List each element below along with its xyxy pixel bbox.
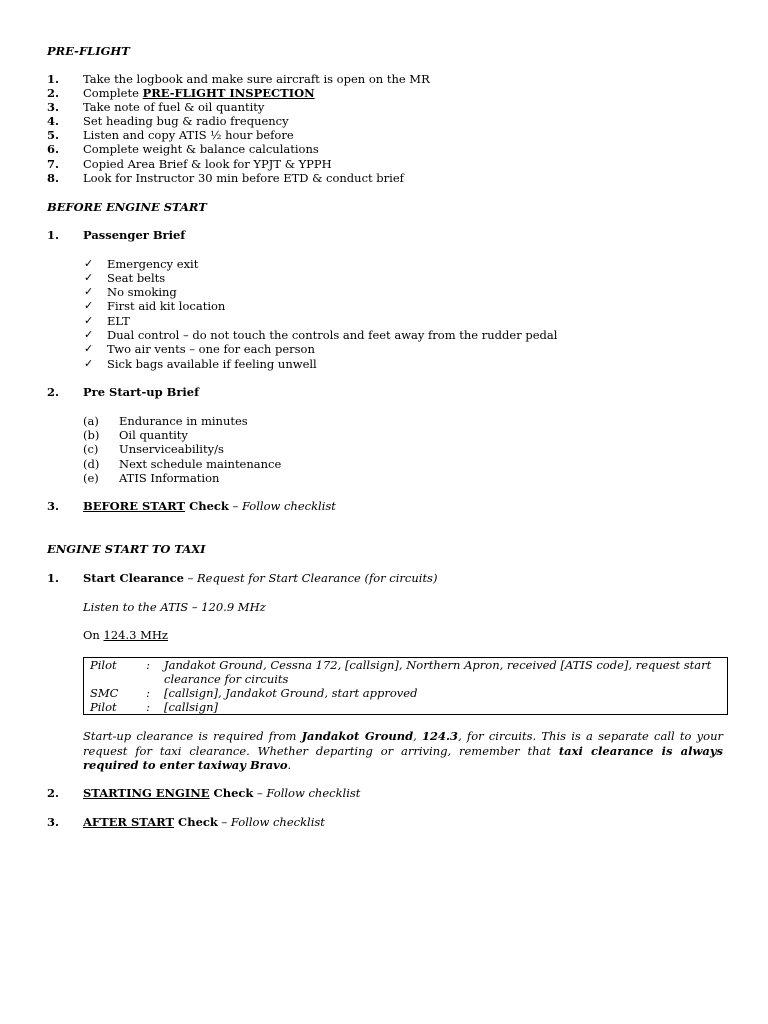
item-text: Look for Instructor 30 min before ETD & conduct brief [83,171,404,185]
item-number: 8. [47,171,60,185]
frequency-line: On 124.3 MHz [83,628,168,642]
check-name: STARTING ENGINE [83,786,210,800]
checkmark-icon: ✓ [84,328,94,341]
item-number: 3. [47,100,60,114]
item-text: Set heading bug & radio frequency [83,114,289,128]
item-text: Take the logbook and make sure aircraft is open on the MR [83,72,430,86]
item-text: Listen and copy ATIS ½ hour before [83,128,294,142]
check-name: AFTER START [83,815,175,829]
section-heading-preflight: PRE-FLIGHT [47,44,130,58]
checkmark-icon: ✓ [84,257,94,270]
item-number: 7. [47,157,60,171]
item-number: 5. [47,128,60,142]
checkmark-icon: ✓ [84,285,94,298]
checkmark-icon: ✓ [84,299,94,312]
table-row: Pilot : [callsign] [90,700,218,714]
checkmark-icon: ✓ [84,271,94,284]
item-text: Copied Area Brief & look for YPJT & YPPH [83,157,332,171]
table-row: SMC : [callsign], Jandakot Ground, start approved [90,686,418,700]
check-name: BEFORE START [83,499,186,513]
checkmark-icon: ✓ [84,314,94,327]
item-number: 1. [47,72,60,86]
item-text: Complete weight & balance calculations [83,142,319,156]
section-heading-before-engine-start: BEFORE ENGINE START [47,200,207,214]
section-heading-engine-start-to-taxi: ENGINE START TO TAXI [47,542,206,556]
item-number: 2. [47,86,60,100]
table-row: Pilot : Jandakot Ground, Cessna 172, [callsign], Northern Apron, received [ATIS code], request start clearance for circuits [90,658,712,686]
preflight-inspection-label: PRE-FLIGHT INSPECTION [142,86,315,100]
start-clearance-note: Start-up clearance is required from Jandakot Ground, 124.3, for circuits. This is a separate call to your request for taxi clearance. Whether departing or arriving, remember that taxi clearance is always required to enter taxiway Bravo. [83,729,723,772]
item-number: 6. [47,142,60,156]
item-text: Complete PRE-FLIGHT INSPECTION [83,86,315,100]
radio-call-table [83,657,728,715]
item-text: Take note of fuel & oil quantity [83,100,265,114]
item-number: 4. [47,114,60,128]
atis-instruction: Listen to the ATIS – 120.9 MHz [83,600,266,614]
frequency-value: 124.3 MHz [103,628,168,642]
checkmark-icon: ✓ [84,342,94,355]
checkmark-icon: ✓ [84,357,94,370]
